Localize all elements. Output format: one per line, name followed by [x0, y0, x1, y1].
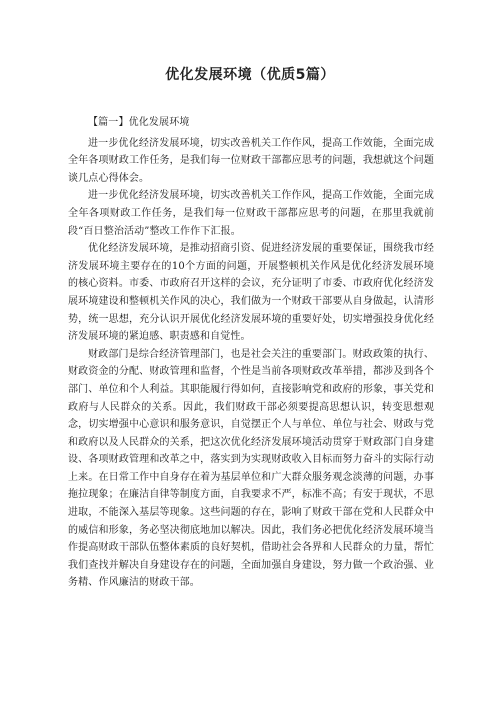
paragraph-4: 财政部门是综合经济管理部门，也是社会关注的重要部门。财政政策的执行、财政资金的分配、财政管理和监督，个性是当前各项财政改革举措，都涉及到各个部门、单位和个人利益。其职能履行得如何，直接影响党和政府的形象，事关党和政府与人民群众的关系。因此，我们财政干部必须要提高思想认识，转变思想观念，切实增强中心意识和服务意识，自觉摆正个人与单位、单位与社会、财政与党和政府以及人民群众的关系，把这次优化经济发展环境活动贯穿于财政部门自身建设、各项财政管理和改革之中，落实到为实现财政收入目标而努力奋斗的实际行动上来。在日常工作中自身存在着为基层单位和广大群众服务观念淡薄的问题，办事拖拉现象；在廉洁自律等制度方面，自我要求不严，标准不高；有安于现状，不思进取，不能深入基层等现象。这些问题的存在，影响了财政干部在党和人民群众中的威信和形象，务必坚决彻底地加以解决。因此，我们务必把优化经济发展环境当作提高财政干部队伍整体素质的良好契机，借助社会各界和人民群众的力量，帮忙我们查找并解决自身建设存在的问题，全面加强自身建设，努力做一个政治强、业务精、作风廉洁的财政干部。 [68, 348, 434, 589]
document-title: 优化发展环境（优质5篇） [165, 67, 335, 83]
paragraph-2: 进一步优化经济发展环境，切实改善机关工作作风，提高工作效能，全面完成全年各项财政工作任务，是我们每一位财政干部都应思考的问题，在那里我就前段“百日整治活动”整改工作作下汇报。 [68, 190, 434, 237]
paragraph-1: 进一步优化经济发展环境，切实改善机关工作作风，提高工作效能，全面完成全年各项财政工作任务，是我们每一位财政干部都应思考的问题，我想就这个问题谈几点心得体会。 [68, 137, 434, 184]
section-heading: 【篇一】优化发展环境 [88, 117, 190, 128]
paragraph-3: 优化经济发展环境，是推动招商引资、促进经济发展的重要保证，围绕我市经济发展环境主要存在的10个方面的问题，开展整顿机关作风是优化经济发展环境的核心资料。市委、市政府召开这样的会议，充分证明了市委、市政府优化经济发展环境建设和整顿机关作风的决心，我们做为一个财政干部要从自身做起，认清形势，统一思想，充分认识开展优化经济发展环境的重要好处，切实增强投身优化经济发展环境的紧迫感、职责感和自觉性。 [68, 243, 434, 343]
document-body [68, 114, 434, 592]
